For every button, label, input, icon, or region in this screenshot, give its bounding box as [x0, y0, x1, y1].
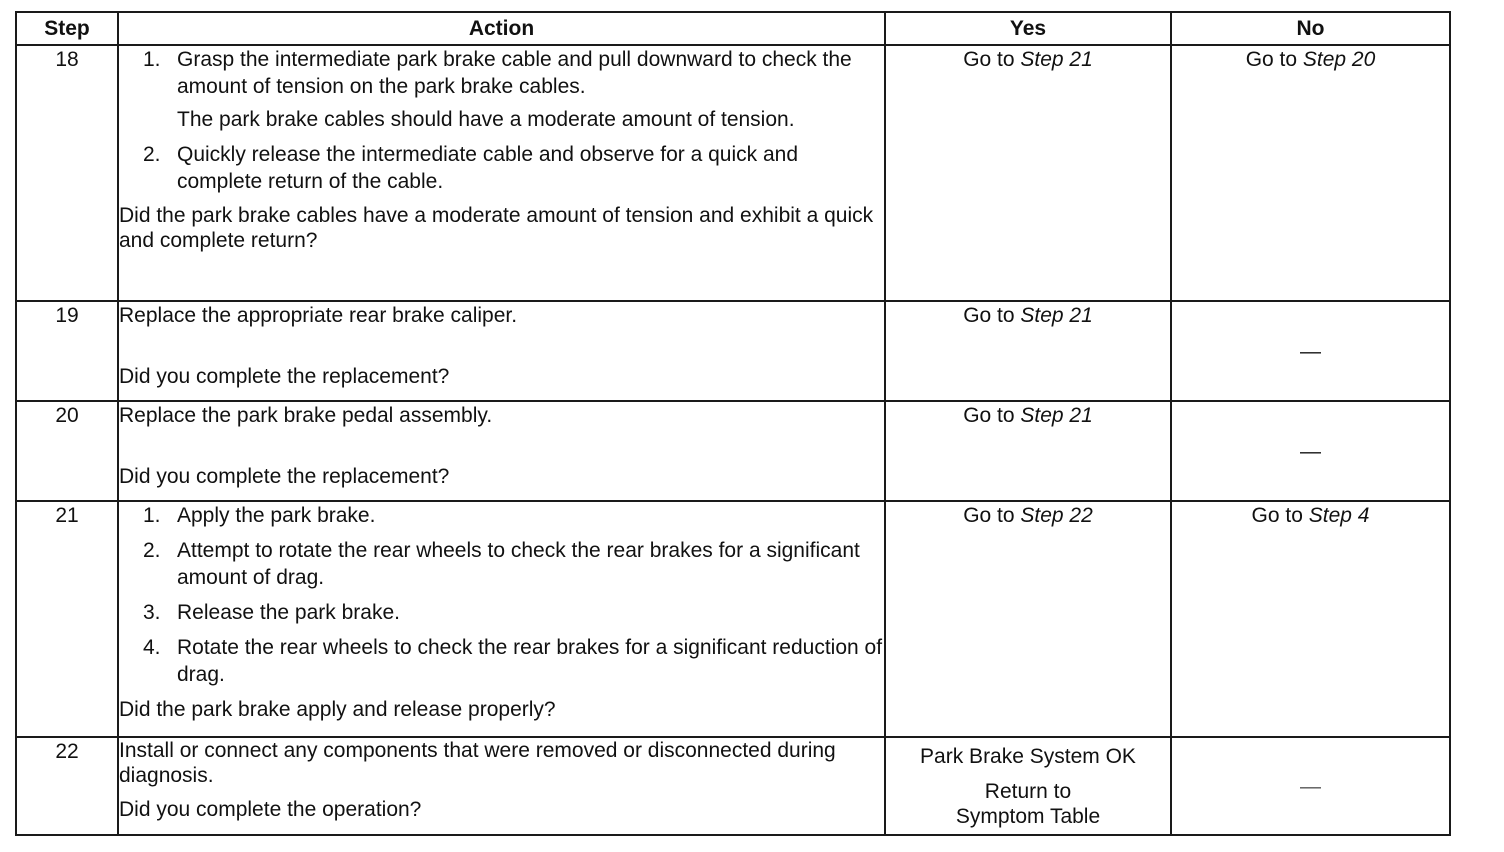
header-row	[16, 12, 1450, 45]
item-text: Grasp the intermediate park brake cable and pull downward to check the amount of tension on the park brake cables.	[177, 48, 852, 98]
item-text: Quickly release the intermediate cable and observe for a quick and complete return of the cable.	[177, 143, 799, 193]
item-number: 4.	[143, 636, 161, 659]
item-number: 1.	[143, 504, 161, 527]
no-cell	[1171, 45, 1450, 301]
yes-step-link[interactable]: Step 21	[1020, 404, 1093, 427]
action-cell	[118, 301, 885, 401]
no-prefix: Go to	[1245, 48, 1303, 71]
action-text: Replace the park brake pedal assembly.	[119, 404, 493, 427]
action-question: Did the park brake cables have a moderate amount of tension and exhibit a quick and complete return?	[119, 204, 874, 252]
no-prefix: Go to	[1251, 504, 1309, 527]
yes-prefix: Go to	[963, 48, 1021, 71]
action-text: Replace the appropriate rear brake caliper.	[119, 304, 518, 327]
yes-prefix: Go to	[963, 404, 1021, 427]
action-list	[119, 502, 884, 688]
step-number: 20	[16, 401, 118, 501]
action-text: Install or connect any components that were removed or disconnected during diagnosis.	[119, 739, 836, 787]
no-cell	[1171, 401, 1450, 501]
action-item	[143, 141, 884, 195]
action-item	[143, 537, 884, 591]
action-question: Did you complete the replacement?	[119, 365, 450, 388]
yes-step-link[interactable]: Step 21	[1020, 304, 1093, 327]
action-cell	[118, 737, 885, 835]
no-dash: —	[1300, 339, 1321, 363]
yes-cell	[885, 401, 1171, 501]
no-step-link[interactable]: Step 20	[1302, 48, 1376, 71]
table-row-step-22	[16, 737, 1450, 835]
action-list	[119, 46, 884, 100]
action-cell	[118, 45, 885, 301]
table-row-step-19	[16, 301, 1450, 401]
action-item	[143, 599, 884, 626]
yes-return-line[interactable]: Symptom Table	[955, 804, 1101, 828]
yes-cell	[885, 737, 1171, 835]
step-number: 21	[16, 501, 118, 737]
header-action: Action	[118, 12, 885, 45]
diagnostic-table	[15, 11, 1451, 836]
action-item	[143, 634, 884, 688]
yes-return-line[interactable]: Return to	[984, 779, 1072, 803]
action-question: Did you complete the replacement?	[119, 465, 450, 488]
table-row-step-21	[16, 501, 1450, 737]
no-cell	[1171, 737, 1450, 835]
no-dash: —	[1300, 439, 1321, 463]
action-question: Did you complete the operation?	[119, 798, 422, 821]
yes-cell	[885, 501, 1171, 737]
step-number: 22	[16, 737, 118, 835]
no-step-link[interactable]: Step 4	[1308, 504, 1370, 527]
yes-cell	[885, 301, 1171, 401]
action-list	[119, 141, 884, 195]
action-item	[143, 46, 884, 100]
no-dash: —	[1300, 774, 1321, 798]
action-item	[143, 502, 884, 529]
yes-step-link[interactable]: Step 21	[1020, 48, 1093, 71]
item-text: Release the park brake.	[177, 601, 400, 624]
item-number: 1.	[143, 48, 161, 71]
yes-cell	[885, 45, 1171, 301]
action-question: Did the park brake apply and release properly?	[119, 698, 556, 721]
yes-result-stack	[886, 744, 1170, 829]
action-cell	[118, 501, 885, 737]
action-cell	[118, 401, 885, 501]
step-number: 19	[16, 301, 118, 401]
header-yes: Yes	[885, 12, 1171, 45]
action-note: The park brake cables should have a moderate amount of tension.	[177, 108, 795, 131]
item-text: Apply the park brake.	[177, 504, 376, 527]
yes-step-link[interactable]: Step 22	[1020, 504, 1093, 527]
table-row-step-18	[16, 45, 1450, 301]
yes-prefix: Go to	[963, 504, 1021, 527]
item-number: 3.	[143, 601, 161, 624]
item-number: 2.	[143, 143, 161, 166]
header-no: No	[1171, 12, 1450, 45]
step-number: 18	[16, 45, 118, 301]
no-cell	[1171, 301, 1450, 401]
item-text: Rotate the rear wheels to check the rear brakes for a significant reduction of drag.	[177, 636, 883, 686]
item-text: Attempt to rotate the rear wheels to check the rear brakes for a significant amount of drag.	[177, 539, 860, 589]
no-cell	[1171, 501, 1450, 737]
yes-result-line: Park Brake System OK	[920, 744, 1136, 768]
item-number: 2.	[143, 539, 161, 562]
yes-prefix: Go to	[963, 304, 1021, 327]
table-row-step-20	[16, 401, 1450, 501]
header-step: Step	[16, 12, 118, 45]
